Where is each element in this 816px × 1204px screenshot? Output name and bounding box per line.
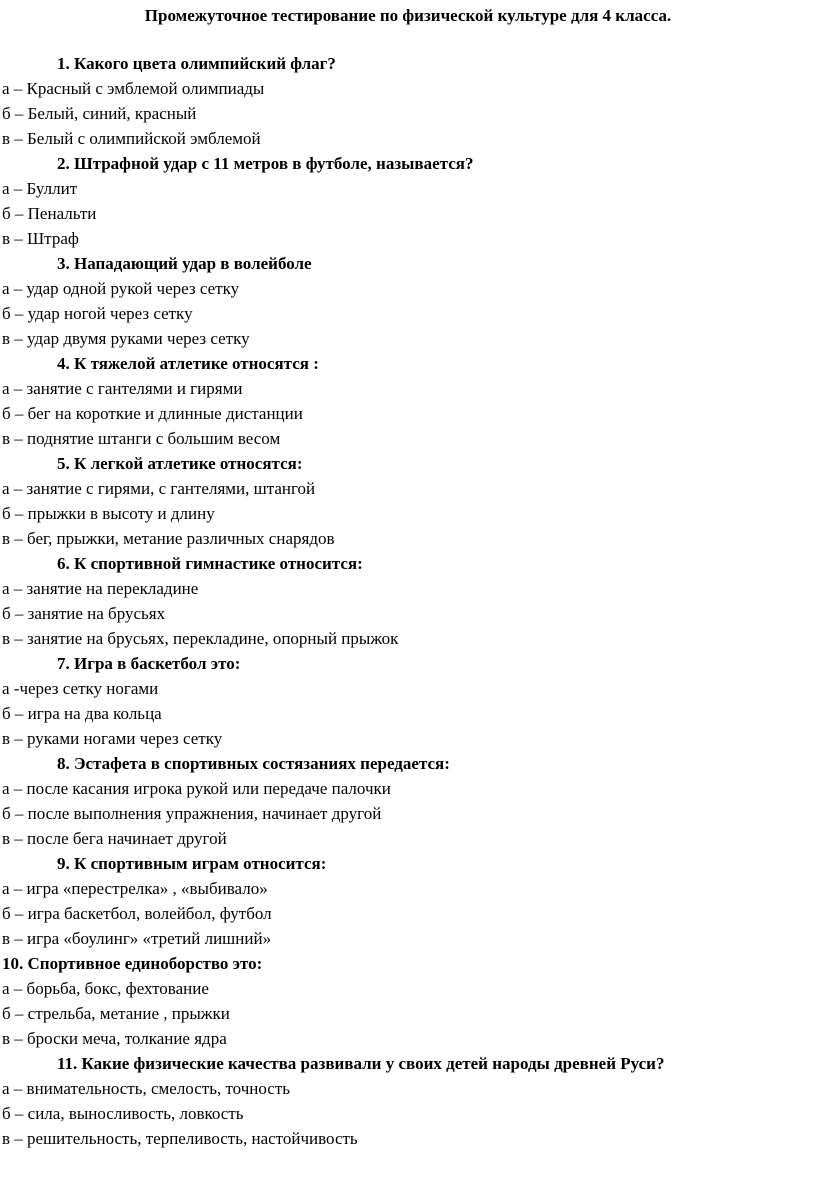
question-text: 3. Нападающий удар в волейболе bbox=[57, 254, 312, 273]
answer-option-a: а – Буллит bbox=[2, 179, 78, 198]
answer-option-b: б – игра баскетбол, волейбол, футбол bbox=[2, 904, 272, 923]
answer-option-v: в – бег, прыжки, метание различных снарядов bbox=[2, 529, 335, 548]
answer-option-v: в – поднятие штанги с большим весом bbox=[2, 429, 281, 448]
document-title: Промежуточное тестирование по физической культуре для 4 класса. bbox=[144, 6, 672, 25]
answer-option-v: в – занятие на брусьях, перекладине, опорный прыжок bbox=[2, 629, 399, 648]
answer-option-v: в – Белый с олимпийской эмблемой bbox=[2, 129, 261, 148]
answer-option-v: в – броски меча, толкание ядра bbox=[2, 1029, 227, 1048]
question-text: 11. Какие физические качества развивали у своих детей народы древней Руси? bbox=[57, 1054, 665, 1073]
answer-option-b: б – бег на короткие и длинные дистанции bbox=[2, 404, 303, 423]
answer-option-b: б – удар ногой через сетку bbox=[2, 304, 193, 323]
answer-option-v: в – Штраф bbox=[2, 229, 79, 248]
question-text: 5. К легкой атлетике относятся: bbox=[57, 454, 303, 473]
question-8 bbox=[2, 751, 812, 851]
question-text: 1. Какого цвета олимпийский флаг? bbox=[57, 54, 336, 73]
question-text: 2. Штрафной удар с 11 метров в футболе, называется? bbox=[57, 154, 474, 173]
answer-option-a: а – после касания игрока рукой или передаче палочки bbox=[2, 779, 391, 798]
answer-option-v: в – решительность, терпеливость, настойчивость bbox=[2, 1129, 358, 1148]
question-text: 6. К спортивной гимнастике относится: bbox=[57, 554, 363, 573]
question-text: 4. К тяжелой атлетике относятся : bbox=[57, 354, 319, 373]
answer-option-v: в – руками ногами через сетку bbox=[2, 729, 223, 748]
question-list bbox=[2, 51, 812, 1151]
question-text: 7. Игра в баскетбол это: bbox=[57, 654, 241, 673]
question-11 bbox=[2, 1051, 812, 1151]
question-text: 8. Эстафета в спортивных состязаниях передается: bbox=[57, 754, 450, 773]
answer-option-b: б – игра на два кольца bbox=[2, 704, 162, 723]
answer-option-a: а -через сетку ногами bbox=[2, 679, 159, 698]
answer-option-a: а – борьба, бокс, фехтование bbox=[2, 979, 209, 998]
question-6 bbox=[2, 551, 812, 651]
answer-option-a: а – Красный с эмблемой олимпиады bbox=[2, 79, 265, 98]
answer-option-b: б – прыжки в высоту и длину bbox=[2, 504, 215, 523]
question-5 bbox=[2, 451, 812, 551]
answer-option-v: в – после бега начинает другой bbox=[2, 829, 227, 848]
question-text: 9. К спортивным играм относится: bbox=[57, 854, 327, 873]
answer-option-b: б – стрельба, метание , прыжки bbox=[2, 1004, 230, 1023]
question-9 bbox=[2, 851, 812, 951]
question-2 bbox=[2, 151, 812, 251]
answer-option-b: б – Пенальти bbox=[2, 204, 97, 223]
answer-option-v: в – удар двумя руками через сетку bbox=[2, 329, 250, 348]
answer-option-a: а – удар одной рукой через сетку bbox=[2, 279, 240, 298]
question-3 bbox=[2, 251, 812, 351]
question-1 bbox=[2, 51, 812, 151]
answer-option-b: б – сила, выносливость, ловкость bbox=[2, 1104, 244, 1123]
question-7 bbox=[2, 651, 812, 751]
answer-option-b: б – Белый, синий, красный bbox=[2, 104, 197, 123]
answer-option-b: б – после выполнения упражнения, начинает другой bbox=[2, 804, 382, 823]
answer-option-a: а – занятие на перекладине bbox=[2, 579, 199, 598]
answer-option-a: а – внимательность, смелость, точность bbox=[2, 1079, 291, 1098]
answer-option-b: б – занятие на брусьях bbox=[2, 604, 166, 623]
question-text: 10. Спортивное единоборство это: bbox=[2, 954, 263, 973]
question-10 bbox=[2, 951, 812, 1051]
answer-option-a: а – занятие с гирями, с гантелями, штангой bbox=[2, 479, 316, 498]
answer-option-a: а – игра «перестрелка» , «выбивало» bbox=[2, 879, 268, 898]
answer-option-v: в – игра «боулинг» «третий лишний» bbox=[2, 929, 272, 948]
question-4 bbox=[2, 351, 812, 451]
answer-option-a: а – занятие с гантелями и гирями bbox=[2, 379, 243, 398]
